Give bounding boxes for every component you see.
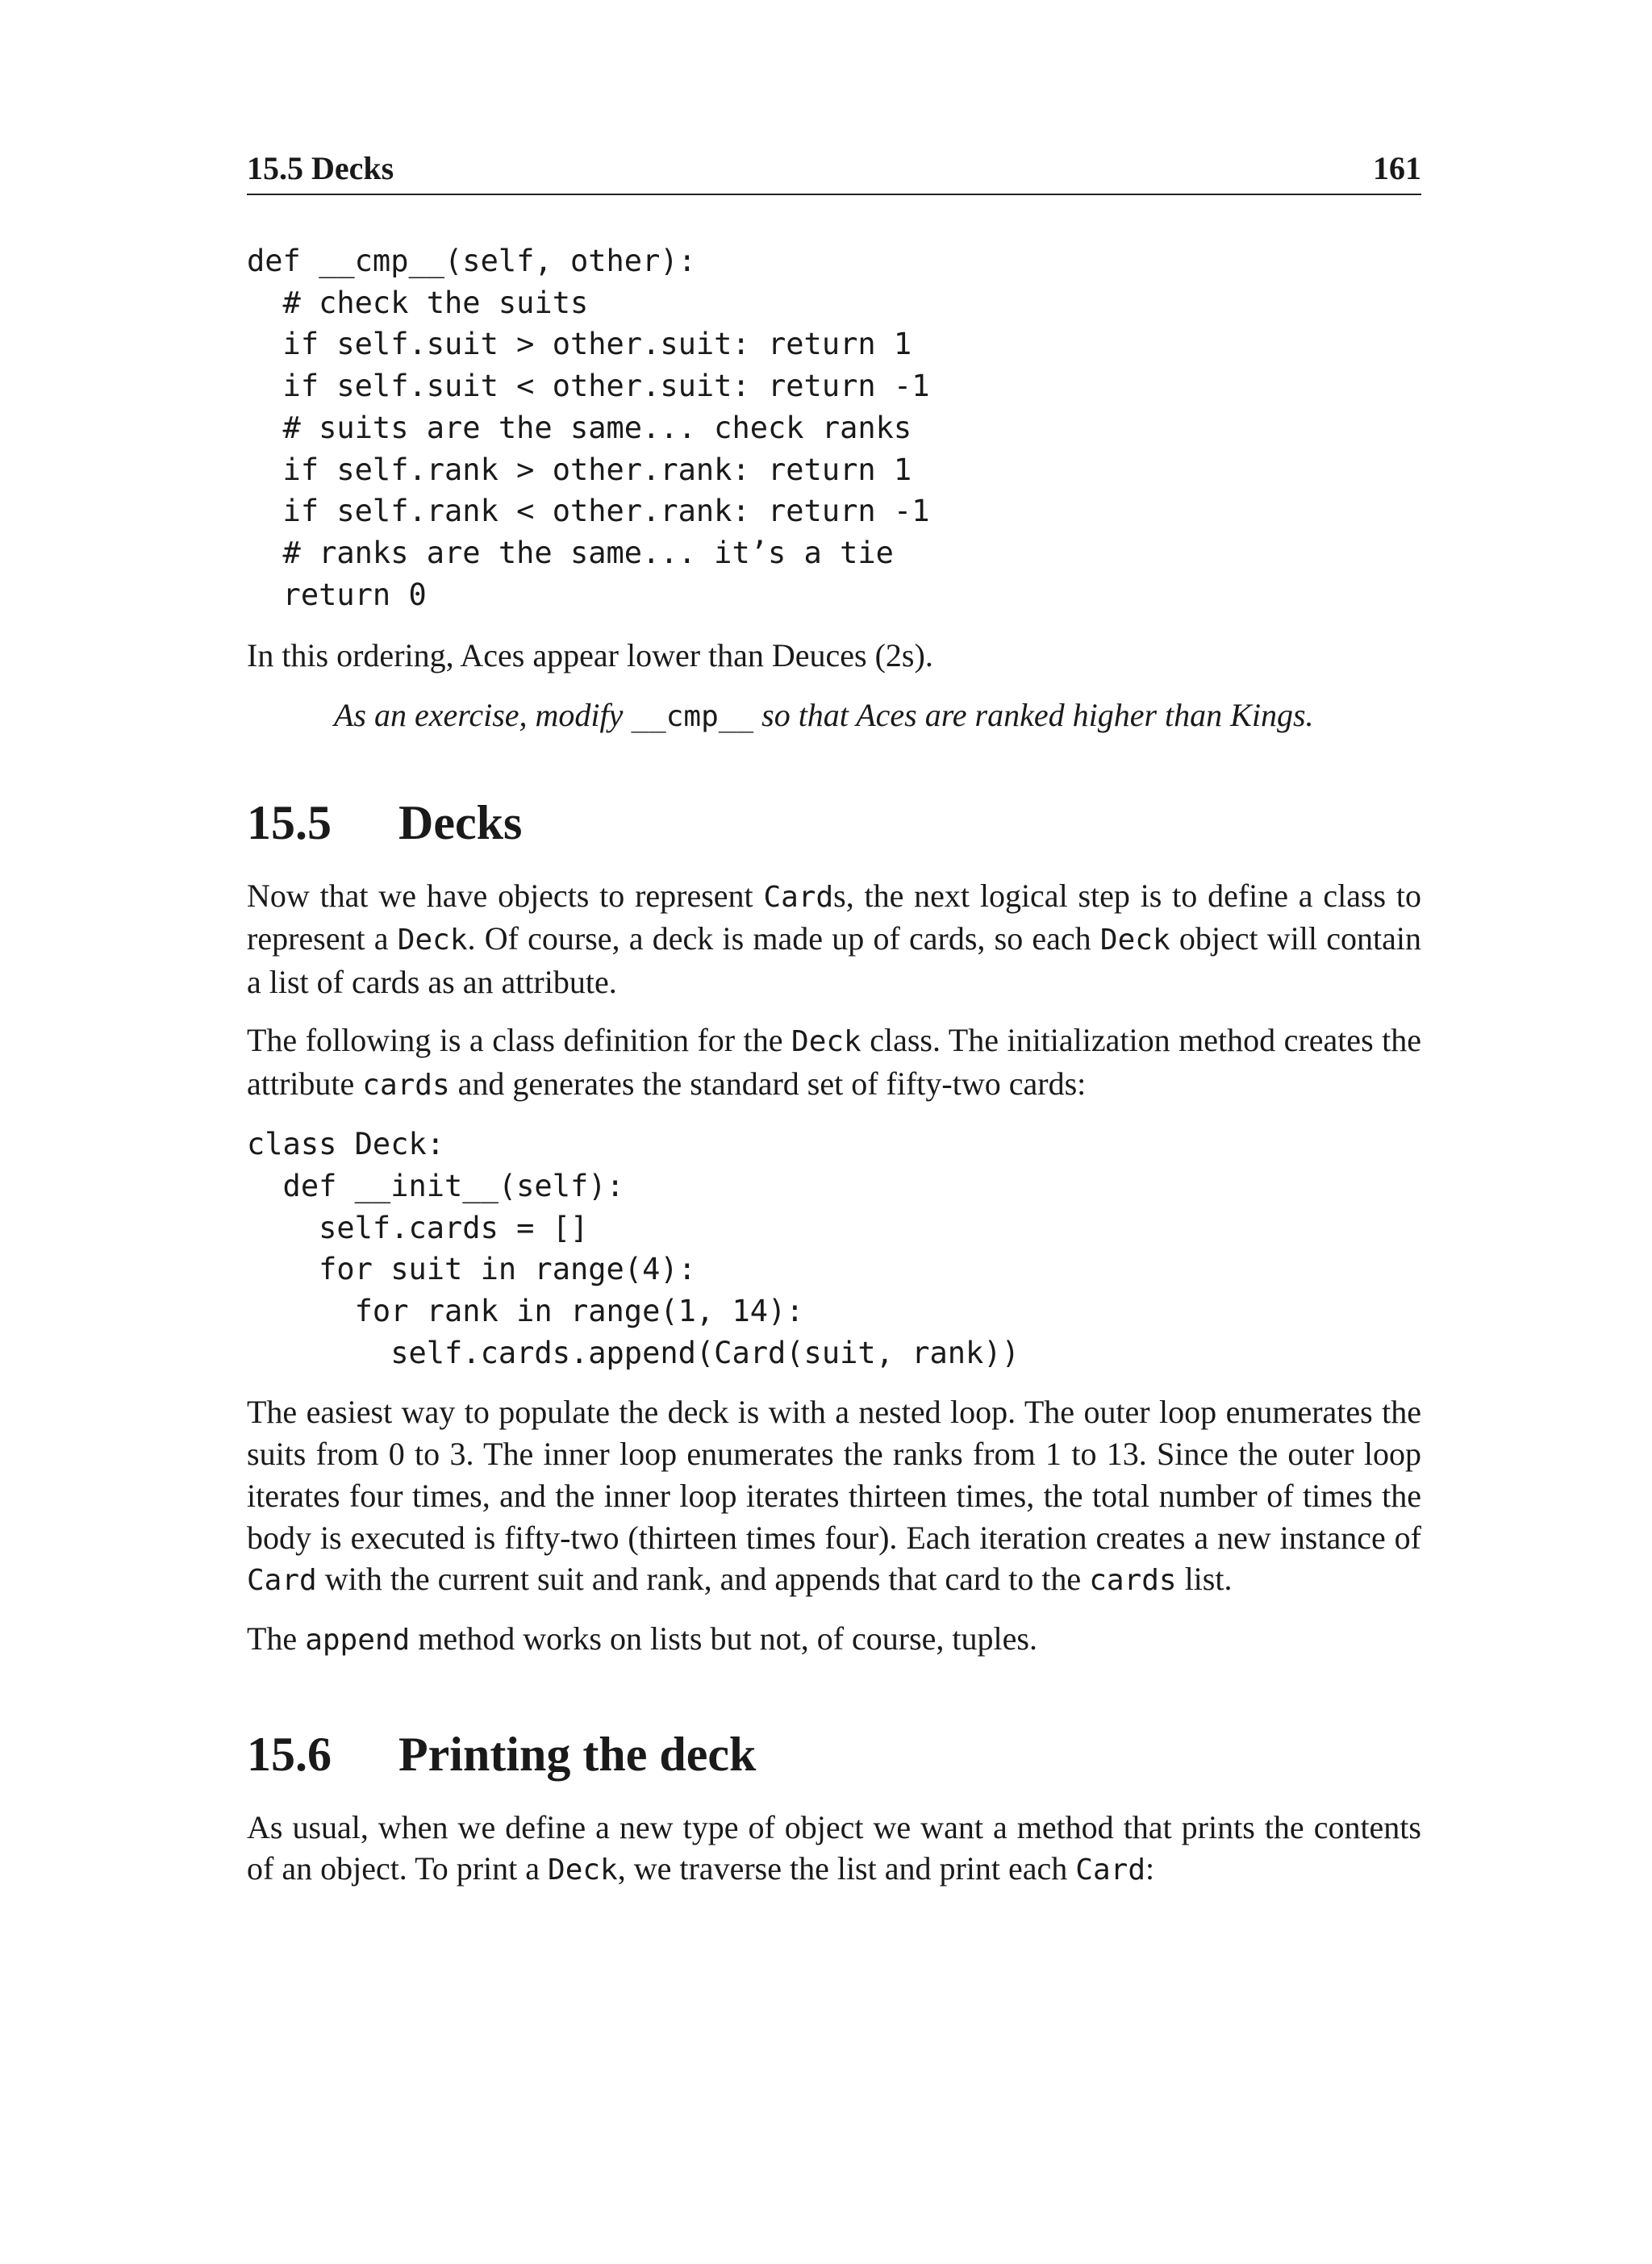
section-title: Printing the deck <box>398 1727 757 1781</box>
paragraph-append: The append method works on lists but not, of course, tuples. <box>247 1620 1037 1657</box>
paragraph-nested-loop: The easiest way to populate the deck is with a nested loop. The outer loop enumerates the suits from 0 to 3. The inner loop enumerates the ranks from 1 to 13. Since the outer loop iterates four times, and the inner loop iterates thirteen times, the total number of times the body is executed is fifty-two (thirteen times four). Each iteration creates a new instance of Card with the current suit and rank, and appends that card to the cards list. <box>247 1394 1421 1598</box>
running-header <box>247 150 1421 195</box>
section-heading-decks <box>247 794 1421 851</box>
section-number: 15.5 <box>247 795 332 849</box>
code-block-cmp: def __cmp__(self, other): # check the suits if self.suit > other.suit: return 1 if self.suit < other.suit: return -1 # suits are the same... check ranks if self.rank > other.rank: return 1 if self.rank < other.rank: return -1 # ranks are the same... it’s a tie return 0 <box>247 244 930 612</box>
paragraph-printing: As usual, when we define a new type of object we want a method that prints the contents of an object. To print a Deck, we traverse the list and print each Card: <box>247 1808 1421 1887</box>
page-number: 161 <box>1373 150 1421 186</box>
exercise-text-end: so that Aces are ranked higher than Kings. <box>753 697 1314 734</box>
section-heading-printing <box>247 1726 1421 1782</box>
paragraph-ordering: In this ordering, Aces appear lower than Deuces (2s). <box>247 637 933 674</box>
paragraph-class-definition: The following is a class definition for the Deck class. The initialization method creates the attribute cards and generates the standard set of fifty-two cards: <box>247 1021 1422 1102</box>
section-number: 15.6 <box>247 1727 332 1781</box>
exercise-note <box>334 694 1341 738</box>
code-block-deck-class: class Deck: def __init__(self): self.cards = [] for suit in range(4): for rank in range(1, 14): self.cards.append(Card(suit, rank)) <box>247 1127 1020 1370</box>
section-title: Decks <box>398 795 523 849</box>
exercise-text-start: As an exercise, modify <box>334 697 632 734</box>
paragraph-decks-intro: Now that we have objects to represent Cards, the next logical step is to define a class to represent a Deck. Of course, a deck is made up of cards, so each Deck object will contain a list of cards as an attribute. <box>247 877 1422 1001</box>
exercise-code: __cmp__ <box>631 700 754 734</box>
header-section-title: 15.5 Decks <box>247 150 394 186</box>
page-body <box>247 240 1421 1891</box>
